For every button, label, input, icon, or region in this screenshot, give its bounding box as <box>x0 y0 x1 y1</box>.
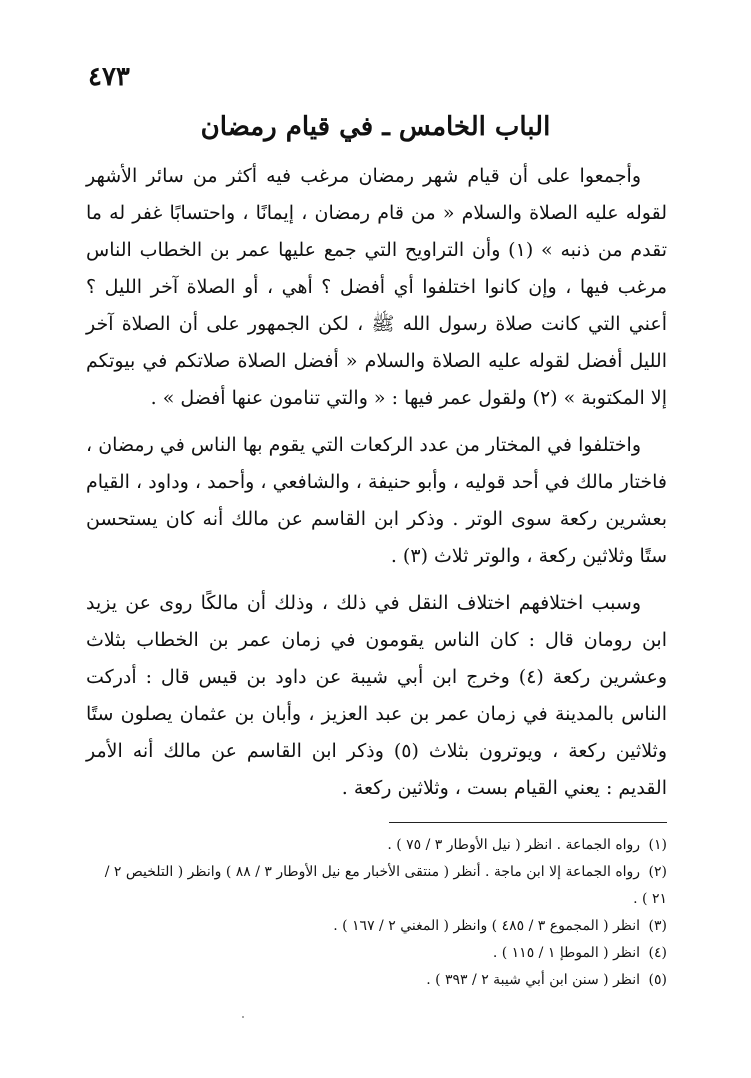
page-number: ٤٧٣ <box>88 62 130 92</box>
footnote-number: (٤) <box>648 945 667 961</box>
footnote-number: (١) <box>648 837 667 853</box>
paragraph: واختلفوا في المختار من عدد الركعات التي يقوم بها الناس في رمضان ، فاختار مالك في أحد قوليه ، وأبو حنيفة ، والشافعي ، وأحمد ، وداود ، القيام بعشرين ركعة سوى الوتر . وذكر ابن القاسم عن مالك أنه كان يستحسن ستًا وثلاثين ركعة ، والوتر ثلاث (٣) . <box>86 434 667 567</box>
paragraph: وسبب اختلافهم اختلاف النقل في ذلك ، وذلك أن مالكًا روى عن يزيد ابن رومان قال : كان الناس يقومون في زمان عمر بن الخطاب بثلاث وعشرين ركعة (٤) وخرج ابن أبي شيبة عن داود بن قيس قال : أدركت الناس بالمدينة في زمان عمر بن عبد العزيز ، وأبان بن عثمان يصلون ستًا وثلاثين ركعة ، ويوترون بثلاث (٥) وذكر ابن القاسم عن مالك أنه الأمر القديم : يعني القيام بست ، وثلاثين ركعة . <box>86 592 668 799</box>
footnote <box>86 832 667 859</box>
footnote-text: رواه الجماعة إلا ابن ماجة . أنظر ( منتقى الأخبار مع نيل الأوطار ٣ / ٨٨ ) وانظر ( التلخيص ٢ / ٢١ ) . <box>104 864 667 907</box>
footnote-divider <box>389 822 667 823</box>
footnote-text: انظر ( المجموع ٣ / ٤٨٥ ) وانظر ( المغني ٢ / ١٦٧ ) . <box>333 918 641 934</box>
footnote-text: رواه الجماعة . انظر ( نيل الأوطار ٣ / ٧٥ ) . <box>387 837 641 853</box>
footnote-number: (٣) <box>648 918 667 934</box>
footnote <box>86 967 667 994</box>
footnote-number: (٥) <box>648 972 667 988</box>
footnote-text: انظر ( الموطإ ١ / ١١٥ ) . <box>492 945 641 961</box>
footnotes <box>86 832 667 994</box>
chapter-title: الباب الخامس ـ في قيام رمضان <box>200 112 551 142</box>
scan-speck <box>242 1016 244 1018</box>
footnote-text: انظر ( سنن ابن أبي شيبة ٢ / ٣٩٣ ) . <box>426 972 641 988</box>
footnote <box>86 859 667 913</box>
footnote-number: (٢) <box>648 864 667 880</box>
footnote <box>86 940 667 967</box>
paragraph: وأجمعوا على أن قيام شهر رمضان مرغب فيه أكثر من سائر الأشهر لقوله عليه الصلاة والسلام « من قام رمضان ، إيمانًا ، واحتسابًا غفر له ما تقدم من ذنبه » (١) وأن التراويح التي جمع عليها عمر بن الخطاب الناس مرغب فيها ، وإن كانوا اختلفوا أي أفضل ؟ أهي ، أو الصلاة آخر الليل ؟ أعني التي كانت صلاة رسول الله ﷺ ، لكن الجمهور على أن الصلاة آخر الليل أفضل لقوله عليه الصلاة والسلام « أفضل الصلاة صلاتكم في بيوتكم إلا المكتوبة » (٢) ولقول عمر فيها : « والتي تنامون عنها أفضل » . <box>86 165 667 409</box>
main-text <box>86 158 667 807</box>
footnote <box>86 913 667 940</box>
